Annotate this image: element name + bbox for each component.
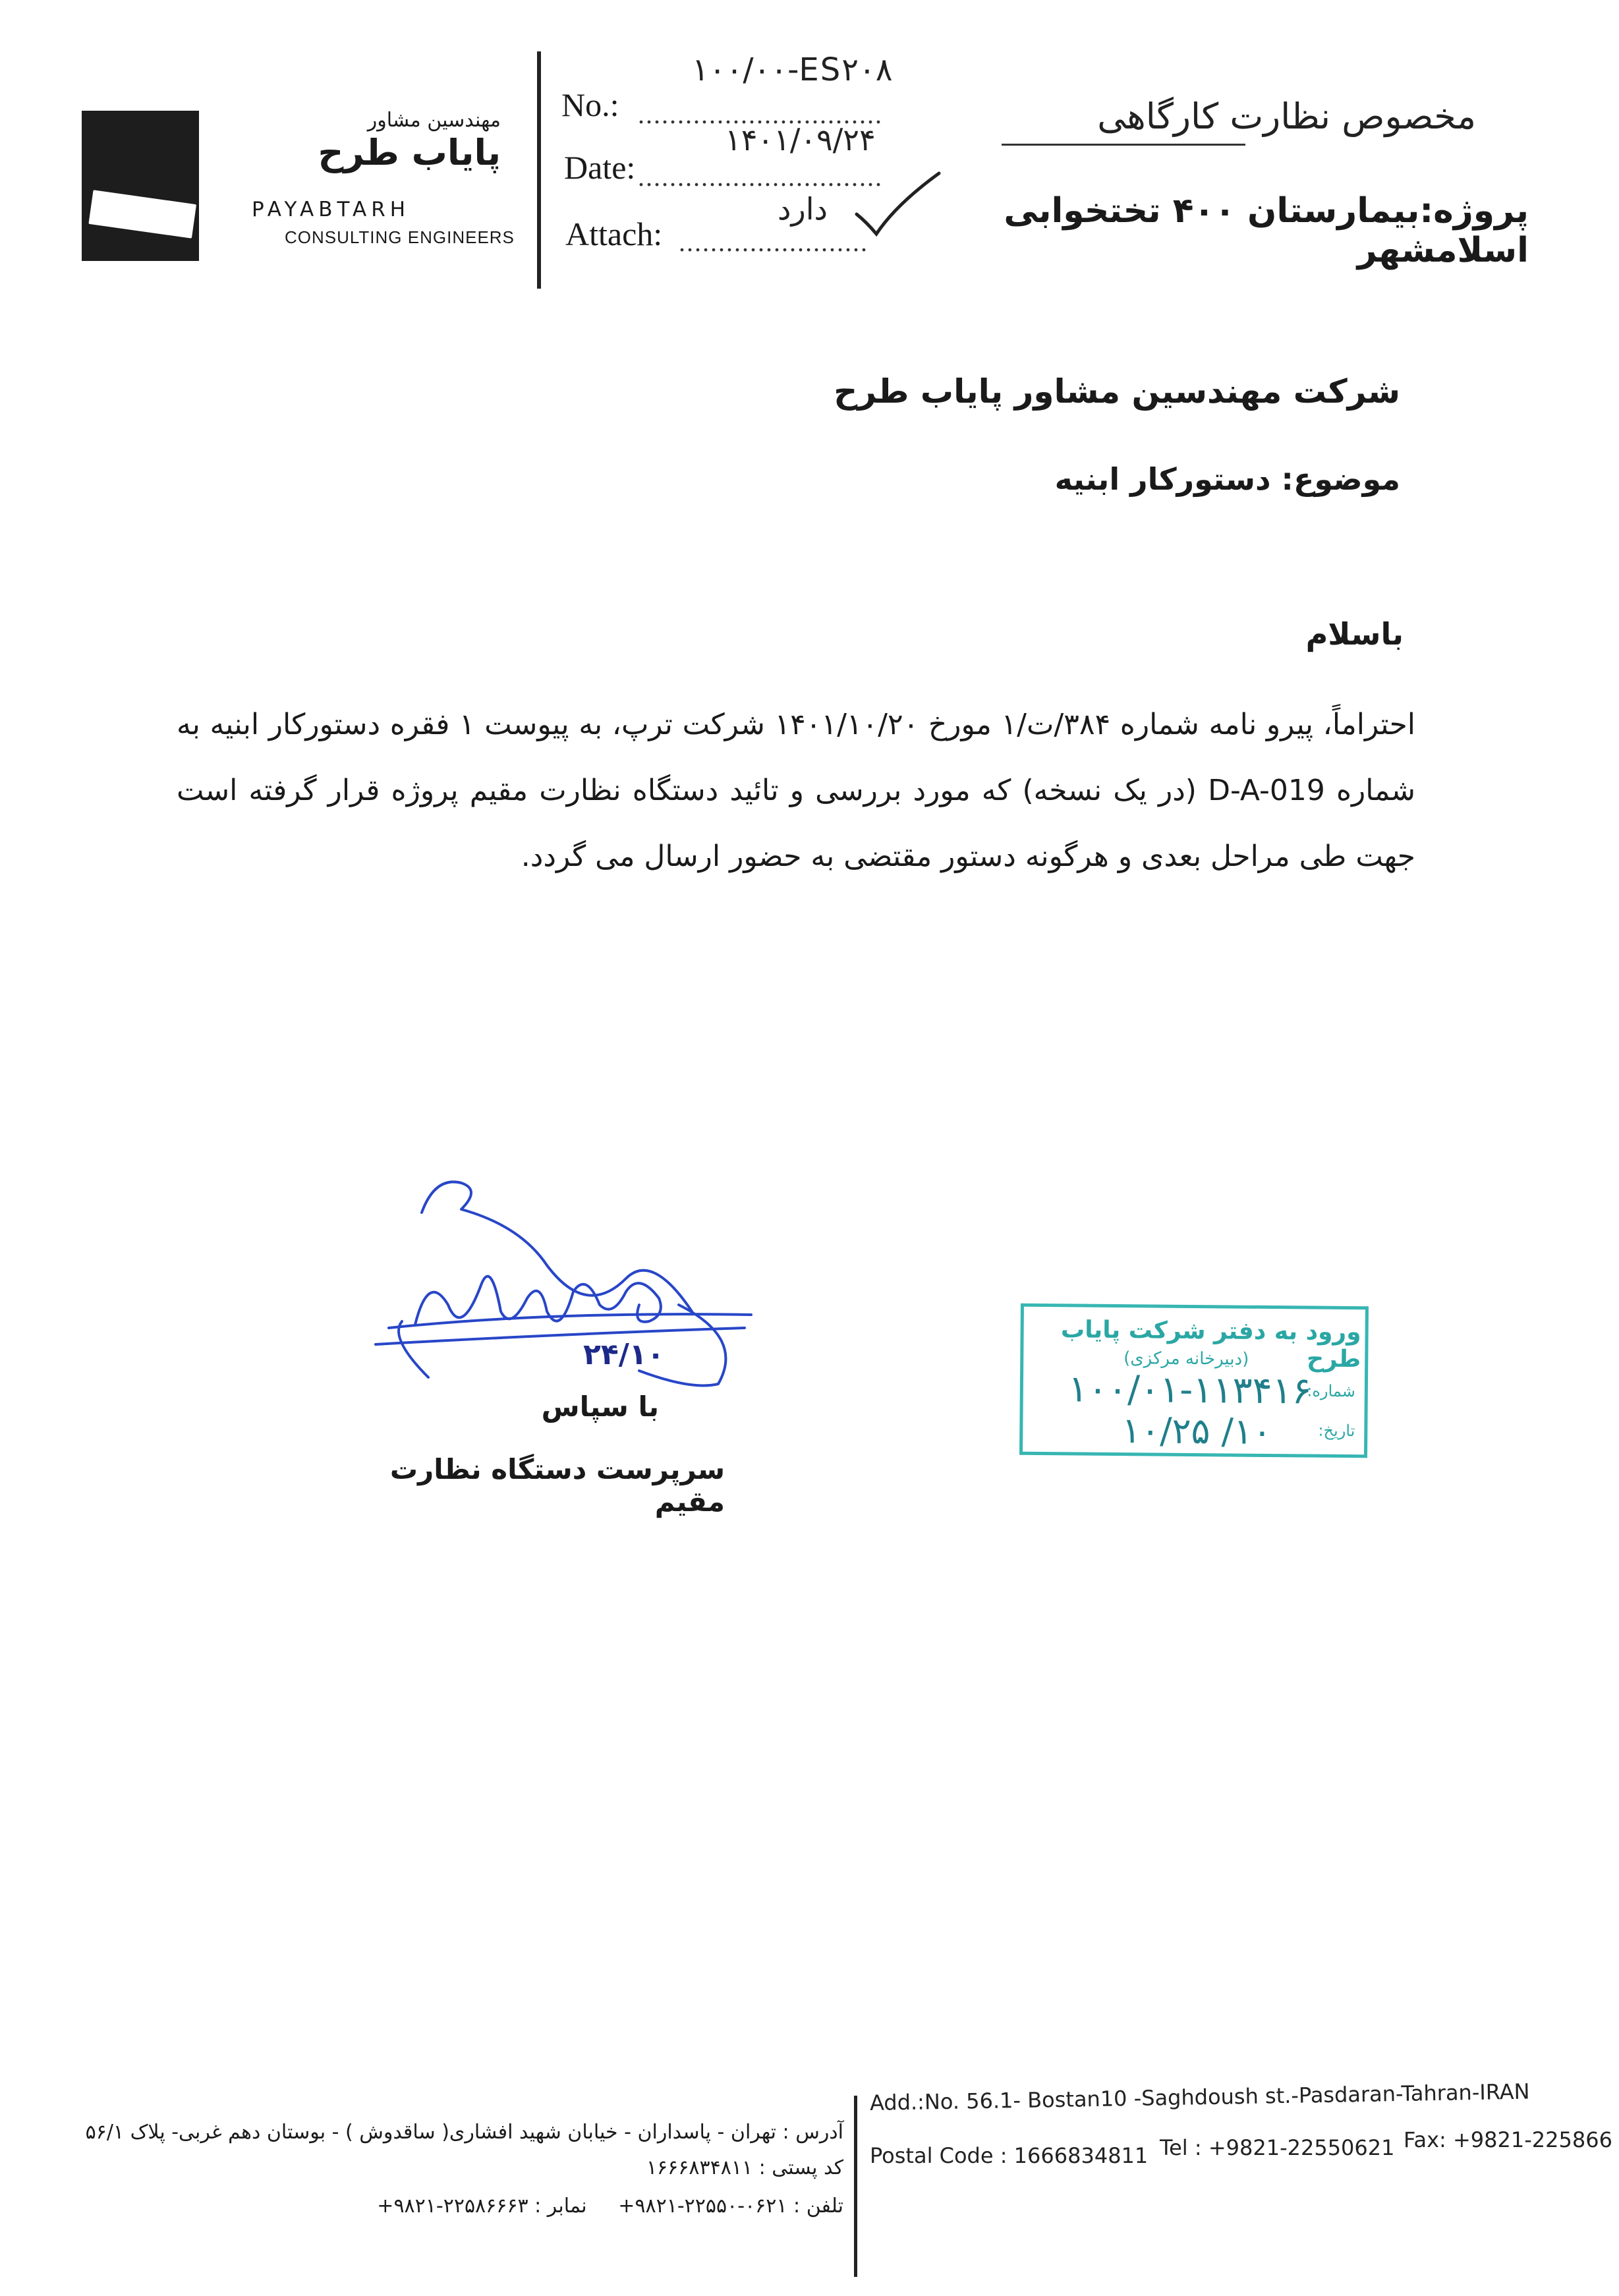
handwritten-title: مخصوص نظارت کارگاهی (1097, 96, 1476, 137)
stamp-date-value: ۱۰/۲۵ /۱۰ (1122, 1410, 1272, 1453)
footer-address-fa: آدرس : تهران - پاسداران - خیابان شهید افشاری( ساقدوش ) - بوستان دهم غربی- پلاک ۵۶/۱ (85, 2121, 843, 2144)
header-divider (537, 51, 541, 289)
footer-address-en: Add.:No. 56.1- Bostan10 -Saghdoush st.-Pasdaran-Tahran-IRAN (869, 2079, 1530, 2115)
footer-tel-en: Tel : +9821-22550621 (1160, 2135, 1395, 2160)
letter-number: ۱۰۰/۰۰-ES۲۰۸ (692, 51, 893, 88)
logo-en-name: PAYABTARH (252, 198, 411, 221)
project-title: پروژه:بیمارستان ۴۰۰ تختخوابی اسلامشهر (1004, 191, 1529, 270)
date-dots: ............................... (638, 162, 883, 192)
stamp-title: ورود به دفتر شرکت پایاب طرح (1060, 1316, 1361, 1373)
recipient: شرکت مهندسین مشاور پایاب طرح (834, 372, 1400, 411)
reception-stamp (1019, 1304, 1369, 1458)
footer-fax-fa: نمابر : ۲۲۵۸۶۶۶۳-۹۸۲۱+ (377, 2195, 587, 2218)
footer-phone-fa: تلفن : ۰۶۲۱-۲۲۵۵۰-۹۸۲۱+ (618, 2195, 843, 2218)
stamp-number-label: شماره: (1307, 1381, 1355, 1401)
number-dots: ............................... (638, 100, 883, 129)
footer-phones-fa (66, 2195, 843, 2218)
attach-dots: ........................ (679, 227, 868, 257)
footer-postal-fa: کد پستی : ۱۶۶۶۸۳۴۸۱۱ (646, 2156, 843, 2179)
attach-value: دارد (778, 191, 828, 227)
date-label: Date: (564, 149, 636, 186)
closing-thanks: با سپاس (541, 1391, 659, 1423)
signature-scribble (349, 1173, 758, 1391)
letter-body: احتراماً، پیرو نامه شماره ۳۸۴/ت/۱ مورخ ۱۴۰۱/۱۰/۲۰ شرکت ترپ، به پیوست ۱ فقره دستورکار ابنیه به شماره D-A-019 (در یک نسخه) که مورد بررسی و تائید دستگاه نظارت مقیم پروژه قرار گرفته است جهت طی مراحل بعدی و هرگونه دستور مقتضی به حضور ارسال می گردد. (177, 708, 1416, 873)
check-mark-icon (850, 168, 942, 241)
number-label: No.: (561, 86, 619, 123)
greeting: باسلام (1305, 616, 1404, 652)
letter-date: ۱۴۰۱/۰۹/۲۴ (725, 122, 876, 158)
subject: موضوع: دستورکار ابنیه (1054, 461, 1400, 497)
logo-stripe (88, 190, 196, 238)
logo-fa-subtitle: مهندسین مشاور (367, 109, 501, 132)
signer-title: سرپرست دستگاه نظارت مقیم (389, 1453, 725, 1518)
signature-date: ۲۴/۱۰ (583, 1338, 665, 1371)
stamp-subtitle: (دبیرخانه مرکزی) (1123, 1348, 1249, 1369)
footer-fax-en: Fax: +9821-225866 (1404, 2127, 1612, 2152)
logo-fa-name: پایاب طرح (318, 132, 501, 173)
company-logo (82, 111, 199, 261)
stamp-date-label: تاریخ: (1318, 1421, 1355, 1441)
footer-postal-en: Postal Code : 1666834811 (870, 2143, 1149, 2168)
logo-en-subtitle: CONSULTING ENGINEERS (285, 227, 515, 247)
footer-divider (854, 2096, 857, 2277)
stamp-number-value: ۱۰۰/۰۱-۱۱۳۴۱۶ (1067, 1367, 1313, 1413)
attach-label: Attach: (565, 215, 663, 252)
title-underline (1002, 144, 1245, 146)
